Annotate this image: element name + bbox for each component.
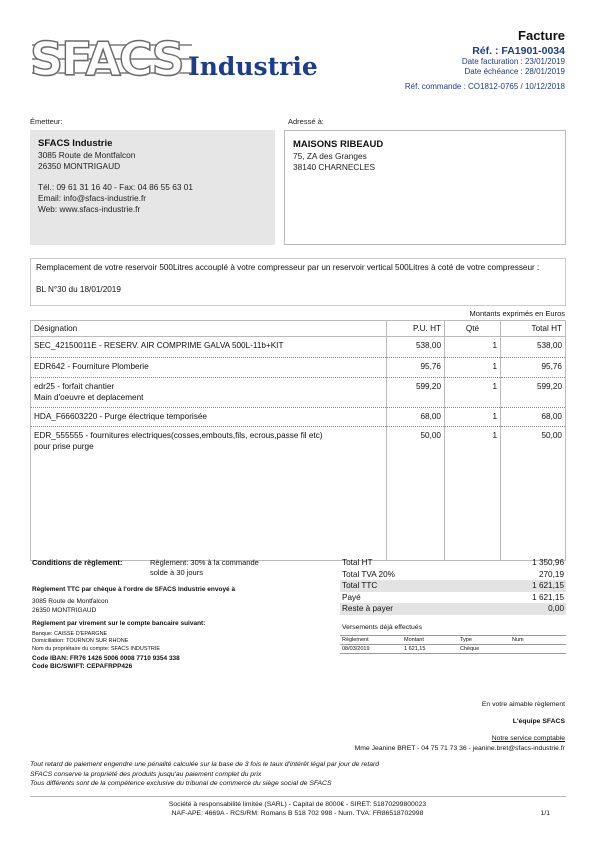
total-value: 270,19 bbox=[538, 569, 564, 579]
legal-line: Tous différents sont de la compétence exclusive du tribunal de commerce du siège social de SFACS bbox=[30, 780, 332, 787]
totals-table bbox=[340, 557, 566, 615]
team-signature: L'équipe SFACS bbox=[512, 718, 565, 725]
paid-row bbox=[340, 592, 566, 604]
total-value: 1 621,15 bbox=[532, 592, 564, 602]
total-label: Reste à payer bbox=[340, 603, 479, 615]
emitter-label: Émetteur: bbox=[30, 117, 63, 126]
object-text: Remplacement de votre reservoir 500Litres accouplé à votre compresseur par un reservoir vertical 500Litres à coté de votre compresseur : bbox=[36, 263, 540, 272]
footer-registration: NAF-APE: 4669A - RCS/RM: Romans B 518 702 998 - Num. TVA: FR86518702998 bbox=[171, 810, 424, 817]
payment-type: Chèque bbox=[458, 645, 510, 654]
row-quantity: 1 bbox=[445, 337, 501, 358]
row-unit-price: 68,00 bbox=[387, 408, 445, 427]
cheque-address bbox=[32, 598, 108, 615]
table-row bbox=[31, 358, 566, 378]
payment-num bbox=[510, 645, 566, 654]
payment-terms-title: Conditions de règlement: bbox=[32, 558, 123, 567]
recipient-address: 75, ZA des Granges bbox=[293, 151, 367, 161]
total-label: Payé bbox=[342, 592, 361, 602]
page-number: 1/1 bbox=[540, 810, 550, 817]
total-label: Total HT bbox=[342, 558, 373, 568]
row-quantity: 1 bbox=[445, 358, 501, 378]
items-table bbox=[30, 320, 566, 561]
logo-subtitle: Industrie bbox=[188, 52, 318, 81]
cheque-address-line: 3085 Route de Montfalcon bbox=[32, 598, 109, 605]
total-label: Total TVA 20% bbox=[342, 569, 395, 579]
row-quantity: 1 bbox=[445, 378, 501, 408]
legal-line: SFACS conserve la propriété des produits jusqu'au paiement complet du prix bbox=[30, 770, 262, 778]
payment-amount: 1 621,15 bbox=[402, 645, 458, 654]
row-unit-price: 50,00 bbox=[387, 427, 445, 561]
invoice-header bbox=[405, 28, 565, 92]
emitter-box bbox=[30, 130, 275, 245]
payment-terms-line: Règlement: 30% à la commande bbox=[150, 558, 259, 567]
row-quantity: 1 bbox=[445, 427, 501, 561]
row-designation bbox=[31, 427, 387, 561]
row-unit-price: 95,76 bbox=[387, 358, 445, 378]
payment-terms-line: solde à 30 jours bbox=[150, 568, 203, 577]
recipient-label: Adressé à: bbox=[288, 117, 324, 126]
payment-date: 08/03/2019 bbox=[340, 645, 402, 654]
document-title: Facture bbox=[518, 28, 565, 43]
table-row bbox=[31, 378, 566, 408]
table-row bbox=[31, 427, 566, 561]
account-owner: Nom du propriétaire du compte: SFACS INDUSTRIE bbox=[32, 645, 161, 652]
iban: Code IBAN: FR76 1426 5006 0008 7710 9354 338 bbox=[32, 655, 180, 662]
order-reference: Réf. commande : CO1812-0765 / 10/12/2018 bbox=[404, 82, 565, 91]
invoice-object bbox=[30, 258, 566, 306]
table-header bbox=[31, 321, 566, 337]
bank-name: Banque: CAISSE D'EPARGNE bbox=[32, 631, 108, 637]
row-quantity: 1 bbox=[445, 408, 501, 427]
footer-divider bbox=[30, 796, 566, 797]
payments-header bbox=[340, 636, 566, 645]
row-designation-detail: pour prise purge bbox=[34, 441, 94, 451]
emitter-phone: Tél.: 09 61 31 16 40 - Fax: 04 86 55 63 01 bbox=[38, 182, 193, 192]
row-unit-price: 538,00 bbox=[387, 337, 445, 358]
payments-col: Règlement bbox=[340, 636, 402, 645]
emitter-address: 3085 Route de Montfalcon bbox=[38, 150, 136, 160]
row-designation bbox=[31, 378, 387, 408]
table-row bbox=[31, 408, 566, 427]
payment-terms bbox=[150, 558, 259, 578]
row-total: 95,76 bbox=[501, 358, 566, 378]
remaining-row bbox=[340, 603, 566, 615]
accounting-contact: Mme Jeanine BRET - 04 75 71 73 36 - jeanine.bret@sfacs-industrie.fr bbox=[354, 745, 565, 752]
row-total: 538,00 bbox=[501, 337, 566, 358]
table-row bbox=[31, 337, 566, 358]
total-value: 1 350,96 bbox=[532, 558, 564, 568]
delivery-note: BL N°30 du 18/01/2019 bbox=[36, 285, 121, 294]
due-date: Date échéance : 28/01/2019 bbox=[464, 67, 565, 76]
payments-col: Type bbox=[458, 636, 510, 645]
logo-text: SFACS bbox=[30, 32, 183, 86]
payments-col: Num bbox=[510, 636, 566, 645]
row-designation-detail: Main d'oeuvre et deplacement bbox=[34, 392, 144, 402]
transfer-title: Règlement par virement sur le compte bancaire suivant: bbox=[32, 620, 206, 627]
col-unit-price: P.U. HT bbox=[387, 321, 445, 337]
bic: Code BIC/SWIFT: CEPAFRPP426 bbox=[32, 663, 133, 670]
payments-title: Versements déjà effectués bbox=[342, 624, 422, 631]
row-designation-main: edr25 - forfait chantier bbox=[34, 382, 115, 391]
company-logo bbox=[30, 28, 320, 88]
recipient-box bbox=[284, 130, 566, 245]
col-quantity: Qté bbox=[445, 321, 501, 337]
accounting-service: Notre service comptable bbox=[491, 735, 565, 742]
invoice-reference: Réf. : FA1901-0034 bbox=[472, 45, 565, 57]
col-designation: Désignation bbox=[31, 321, 387, 337]
cheque-address-line: 26350 MONTRIGAUD bbox=[32, 606, 97, 614]
bank-domiciliation: Domiciliation: TOURNON SUR RHONE bbox=[32, 638, 129, 645]
emitter-city: 26350 MONTRIGAUD bbox=[38, 161, 121, 171]
total-value: 1 621,15 bbox=[479, 580, 566, 592]
col-total: Total HT bbox=[501, 321, 566, 337]
bank-details bbox=[32, 631, 160, 653]
total-label: Total TTC bbox=[340, 580, 479, 592]
total-tva-row bbox=[340, 569, 566, 581]
greeting: En votre aimable règlement bbox=[481, 701, 565, 708]
row-total: 50,00 bbox=[501, 427, 566, 561]
payment-row bbox=[340, 645, 566, 654]
legal-line: Tout retard de paiement engendre une pénalité calculée sur la base de 3 fois le taux d'intérêt légal par jour de retard bbox=[30, 761, 380, 768]
payments-col: Montant bbox=[402, 636, 458, 645]
recipient-name: MAISONS RIBEAUD bbox=[293, 139, 384, 150]
row-designation: HDA_F66603220 - Purge électrique temporisée bbox=[31, 408, 387, 427]
total-ht-row bbox=[340, 557, 566, 569]
footer-company: Société à responsabilité limitée (SARL) - Capital de 8000€ - SIRET: 51870299800023 bbox=[168, 801, 427, 808]
recipient-city: 38140 CHARNECLES bbox=[293, 162, 376, 172]
row-unit-price: 599,20 bbox=[387, 378, 445, 408]
emitter-name: SFACS Industrie bbox=[38, 138, 113, 149]
currency-note: Montants exprimés en Euros bbox=[469, 309, 565, 318]
row-designation: EDR642 - Fourniture Plomberie bbox=[31, 358, 387, 378]
legal-notice bbox=[30, 760, 379, 789]
row-designation: SEC_42150011E - RESERV. AIR COMPRIME GALVA 500L-11b+KIT bbox=[31, 337, 387, 358]
cheque-title: Règlement TTC par chèque à l'ordre de SFACS Industrie envoyé à bbox=[32, 586, 236, 593]
emitter-email: Email: info@sfacs-industrie.fr bbox=[38, 193, 147, 203]
emitter-web: Web: www.sfacs-industrie.fr bbox=[38, 204, 141, 214]
row-total: 599,20 bbox=[501, 378, 566, 408]
row-designation-main: EDR_555555 - fournitures electriques(cosses,embouts,fils, ecrous,passe fil etc) bbox=[34, 431, 323, 440]
invoice-date: Date facturation : 23/01/2019 bbox=[461, 57, 565, 66]
payments-table bbox=[340, 635, 566, 654]
total-ttc-row bbox=[340, 580, 566, 592]
row-total: 68,00 bbox=[501, 408, 566, 427]
total-value: 0,00 bbox=[479, 603, 566, 615]
